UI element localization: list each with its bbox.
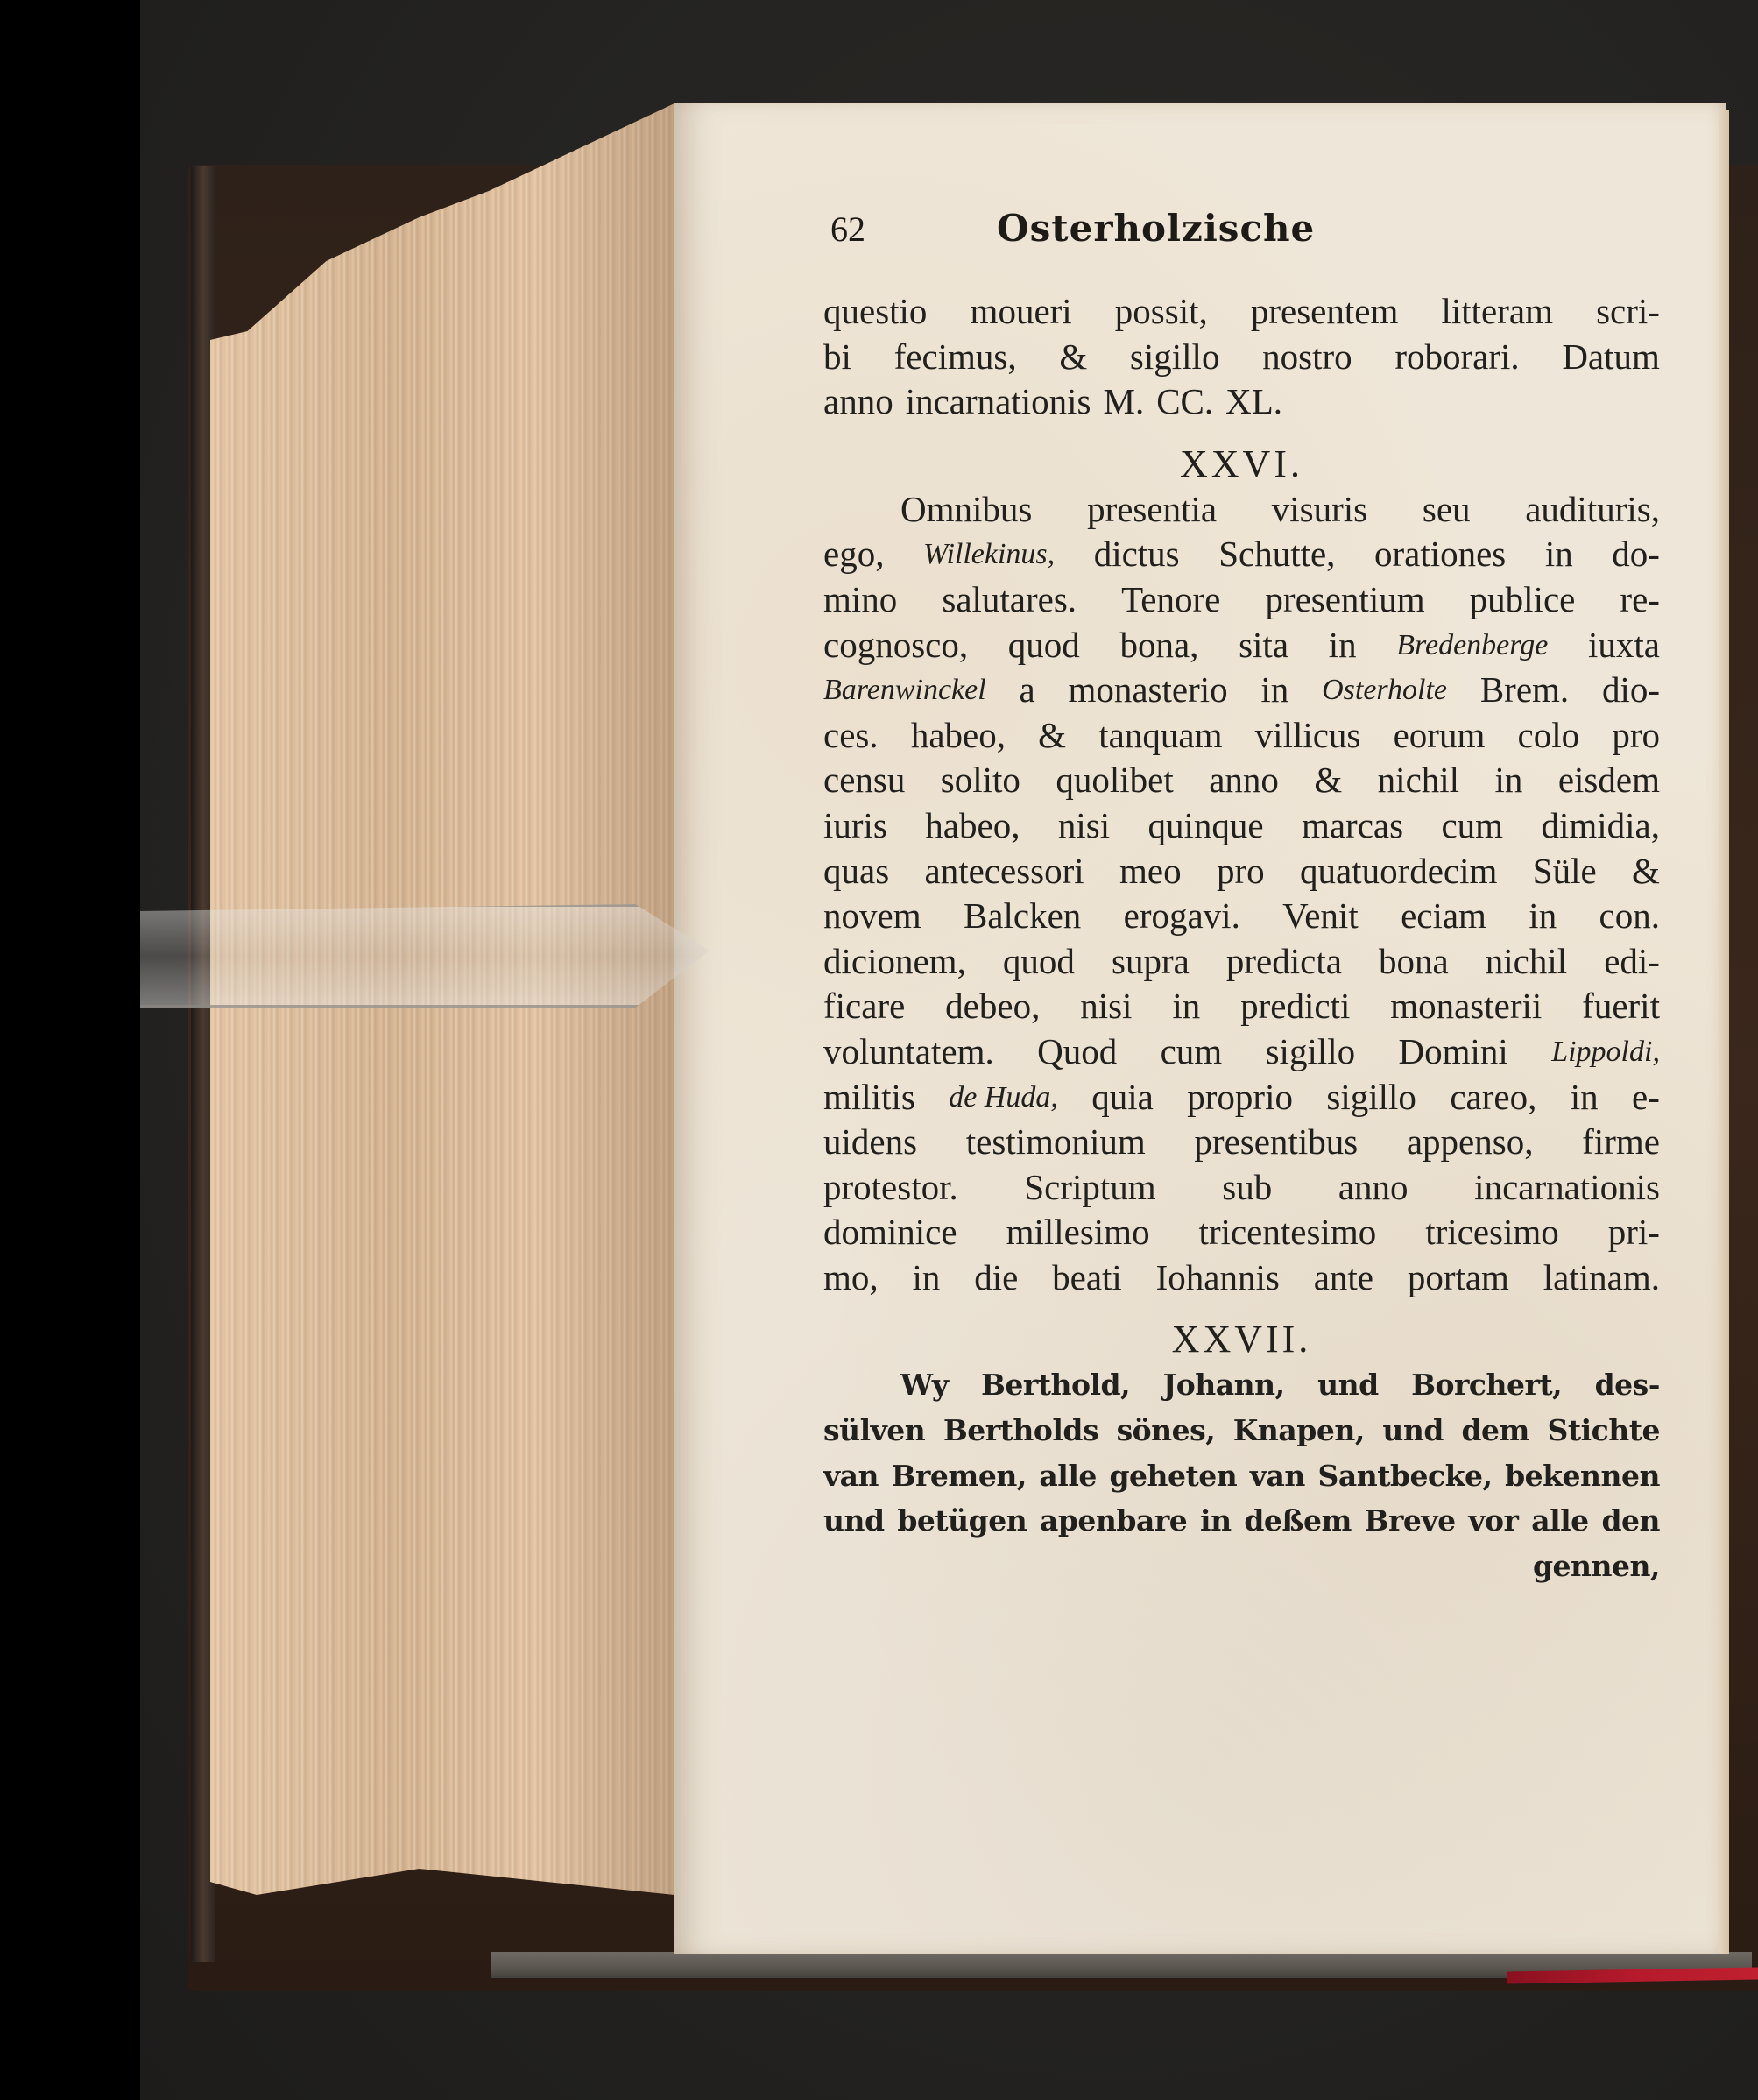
- text-line: [823, 1362, 1660, 1408]
- word: edi-: [1604, 940, 1660, 981]
- word: villicus: [1254, 714, 1361, 755]
- word: tanquam: [1098, 714, 1223, 755]
- word: M.: [1103, 381, 1145, 422]
- word: cognosco,: [823, 624, 969, 665]
- word: XL.: [1225, 381, 1283, 422]
- word: proprio: [1187, 1076, 1293, 1117]
- section-heading-xxvii: XXVII.: [1171, 1318, 1312, 1361]
- word: sülven: [823, 1413, 926, 1448]
- word: ego,: [823, 534, 885, 575]
- text-line: [823, 1165, 1660, 1211]
- word: latinam.: [1543, 1256, 1660, 1297]
- text-line: [823, 289, 1660, 335]
- text-line: [823, 1408, 1660, 1453]
- word: sita: [1239, 624, 1289, 665]
- word: predicti: [1240, 986, 1351, 1027]
- word: in: [1260, 669, 1289, 711]
- word: eorum: [1393, 714, 1486, 755]
- word: moueri: [970, 291, 1072, 331]
- word: quolibet: [1056, 760, 1174, 801]
- word: careo,: [1450, 1076, 1537, 1117]
- word: con.: [1599, 895, 1660, 937]
- word: in: [1544, 534, 1573, 575]
- word: Bredenberge: [1396, 628, 1549, 661]
- word: questio: [823, 291, 928, 331]
- word: Omnibus: [900, 488, 1033, 529]
- text-line: [823, 894, 1660, 939]
- word: Berthold,: [981, 1368, 1131, 1403]
- text-paragraph-xxvii: [823, 1362, 1660, 1543]
- word: Willekinus,: [923, 538, 1056, 571]
- word: salutares.: [942, 578, 1077, 619]
- word: dictus: [1093, 534, 1180, 575]
- text-line: [823, 668, 1660, 713]
- word: marcas: [1301, 804, 1404, 845]
- text-line: [823, 984, 1660, 1029]
- word: Datum: [1562, 336, 1660, 377]
- word: iuris: [823, 804, 887, 845]
- word: solito: [940, 760, 1020, 801]
- word: die: [974, 1256, 1019, 1297]
- word: Schutte,: [1218, 534, 1336, 575]
- word: nisi: [1080, 986, 1133, 1027]
- word: dicionem,: [823, 940, 966, 981]
- word: dimidia,: [1541, 804, 1660, 845]
- word: quod: [1007, 624, 1080, 665]
- word: debeo,: [945, 986, 1041, 1027]
- word: sigillo: [1265, 1030, 1356, 1071]
- word: in: [1494, 760, 1523, 801]
- word: betügen: [897, 1503, 1027, 1538]
- word: cum: [1441, 804, 1504, 845]
- word: habeo,: [925, 804, 1020, 845]
- black-border: [0, 0, 140, 2100]
- catchword-line: [823, 1544, 1660, 1589]
- word: in: [1570, 1076, 1599, 1117]
- word: protestor.: [823, 1166, 958, 1207]
- word: van: [1249, 1458, 1305, 1493]
- word: Süle: [1532, 850, 1597, 891]
- text-line: [823, 335, 1660, 380]
- word: apenbare: [1039, 1503, 1188, 1538]
- word: uidens: [823, 1121, 918, 1163]
- word: nichil: [1485, 940, 1568, 981]
- text-line: [823, 803, 1660, 849]
- page-block-edges: [210, 103, 674, 1969]
- word: Venit: [1282, 895, 1359, 937]
- word: quod: [1002, 940, 1075, 981]
- page-number: 62: [830, 209, 865, 249]
- word: re-: [1620, 578, 1660, 619]
- word: anno: [823, 381, 893, 422]
- word: Santbecke,: [1317, 1458, 1493, 1493]
- text-line: [823, 713, 1660, 759]
- word: und: [1317, 1368, 1379, 1403]
- word: deßem: [1244, 1503, 1352, 1538]
- word: pro: [1612, 714, 1660, 755]
- word: ces.: [823, 714, 879, 755]
- word: quas: [823, 850, 890, 891]
- word: publice: [1469, 578, 1576, 619]
- word: Bertholds: [943, 1413, 1099, 1448]
- word: predicta: [1225, 940, 1342, 981]
- word: &: [1059, 336, 1088, 377]
- word: CC.: [1156, 381, 1214, 422]
- word: pri-: [1607, 1212, 1660, 1253]
- text-line: [823, 1255, 1660, 1301]
- word: militis: [823, 1076, 915, 1117]
- word: dio-: [1601, 669, 1660, 711]
- word: vor: [1468, 1503, 1519, 1538]
- word: fuerit: [1582, 986, 1660, 1027]
- word: Lippoldi,: [1551, 1035, 1660, 1068]
- word: a: [1019, 669, 1035, 711]
- word: van: [823, 1458, 879, 1493]
- running-head: Osterholzische: [997, 207, 1316, 250]
- word: novem: [823, 895, 921, 937]
- catchword: gennen,: [1532, 1548, 1660, 1583]
- word: des-: [1594, 1368, 1660, 1403]
- word: litteram: [1441, 291, 1553, 331]
- word: e-: [1632, 1076, 1660, 1117]
- word: &: [1038, 714, 1067, 755]
- word: incarnationis: [905, 381, 1091, 422]
- word: in: [1529, 895, 1557, 937]
- word: Quod: [1037, 1030, 1118, 1071]
- word: colo: [1517, 714, 1580, 755]
- word: Scriptum: [1024, 1166, 1156, 1207]
- word: presentium: [1265, 578, 1425, 619]
- word: incarnationis: [1474, 1166, 1660, 1207]
- word: mino: [823, 578, 898, 619]
- text-line: [823, 1453, 1660, 1499]
- word: Brem.: [1479, 669, 1570, 711]
- word: und: [823, 1503, 885, 1538]
- text-line: [823, 1075, 1660, 1121]
- word: scri-: [1596, 291, 1660, 331]
- text-line: [823, 623, 1660, 668]
- text-line: [823, 758, 1660, 803]
- word: monasterio: [1068, 669, 1228, 711]
- word: sub: [1222, 1166, 1273, 1207]
- word: audituris,: [1525, 488, 1660, 529]
- word: quatuordecim: [1299, 850, 1498, 891]
- word: sigillo: [1326, 1076, 1416, 1117]
- word: testimonium: [965, 1121, 1146, 1163]
- word: firme: [1582, 1121, 1660, 1163]
- page-header: [830, 209, 1321, 261]
- word: bekennen: [1505, 1458, 1660, 1493]
- word: anno: [1209, 760, 1279, 801]
- page-right-edge: [1719, 110, 1729, 1954]
- text-paragraph-continuation: [823, 289, 1660, 425]
- word: cum: [1160, 1030, 1223, 1071]
- word: eciam: [1401, 895, 1486, 937]
- word: Bremen,: [891, 1458, 1027, 1493]
- word: Breve: [1364, 1503, 1456, 1538]
- word: und: [1382, 1413, 1444, 1448]
- word: nisi: [1057, 804, 1111, 845]
- word: dominice: [823, 1212, 957, 1253]
- word: tricentesimo: [1198, 1212, 1377, 1253]
- word: fecimus,: [893, 336, 1017, 377]
- text-line: [823, 379, 1660, 425]
- word: Stichte: [1547, 1413, 1660, 1448]
- word: sönes,: [1116, 1413, 1216, 1448]
- word: Johann,: [1162, 1368, 1285, 1403]
- word: mo,: [823, 1256, 879, 1297]
- word: dem: [1461, 1413, 1529, 1448]
- word: appenso,: [1406, 1121, 1534, 1163]
- text-line: [823, 1029, 1660, 1075]
- word: den: [1601, 1503, 1660, 1538]
- word: &: [1314, 760, 1343, 801]
- page-text: [823, 289, 1660, 1588]
- word: supra: [1111, 940, 1190, 981]
- word: Iohannis: [1155, 1256, 1280, 1297]
- word: de Huda,: [949, 1080, 1058, 1114]
- word: Borchert,: [1411, 1368, 1563, 1403]
- word: nichil: [1377, 760, 1460, 801]
- word: portam: [1407, 1256, 1509, 1297]
- word: in: [912, 1256, 941, 1297]
- word: visuris: [1271, 488, 1368, 529]
- word: tricesimo: [1425, 1212, 1559, 1253]
- word: erogavi.: [1123, 895, 1240, 937]
- word: alle: [1039, 1458, 1097, 1493]
- word: iuxta: [1588, 624, 1660, 665]
- word: Wy: [900, 1368, 949, 1403]
- word: meo: [1119, 850, 1182, 891]
- word: in: [1200, 1503, 1232, 1538]
- text-line: [823, 849, 1660, 894]
- text-line: [823, 1210, 1660, 1255]
- word: do-: [1612, 534, 1660, 575]
- text-line: [823, 1120, 1660, 1165]
- text-line: [823, 487, 1660, 533]
- word: roborari.: [1394, 336, 1520, 377]
- word: &: [1632, 850, 1660, 891]
- text-line: [823, 532, 1660, 577]
- word: Tenore: [1121, 578, 1221, 619]
- word: quia: [1091, 1076, 1154, 1117]
- section-heading-xxvi: XXVI.: [1180, 442, 1303, 485]
- word: Domini: [1398, 1030, 1508, 1071]
- word: millesimo: [1006, 1212, 1150, 1253]
- word: voluntatem.: [823, 1030, 994, 1071]
- word: eisdem: [1557, 760, 1660, 801]
- word: Barenwinckel: [823, 674, 986, 707]
- text-line: [823, 939, 1660, 985]
- word: monasterii: [1390, 986, 1543, 1027]
- word: in: [1172, 986, 1201, 1027]
- word: Balcken: [963, 895, 1082, 937]
- text-line: [823, 1498, 1660, 1544]
- word: beati: [1052, 1256, 1122, 1297]
- word: Knapen,: [1232, 1413, 1365, 1448]
- word: ficare: [823, 986, 906, 1027]
- word: sigillo: [1129, 336, 1220, 377]
- word: ante: [1313, 1256, 1373, 1297]
- word: anno: [1338, 1166, 1409, 1207]
- word: quinque: [1147, 804, 1264, 845]
- word: bona: [1378, 940, 1449, 981]
- word: geheten: [1109, 1458, 1238, 1493]
- word: pro: [1216, 850, 1265, 891]
- transparent-page-marker: [140, 904, 710, 1008]
- word: bona,: [1119, 624, 1199, 665]
- text-paragraph-xxvi: [823, 487, 1660, 1301]
- word: orationes: [1373, 534, 1507, 575]
- text-line: [823, 577, 1660, 623]
- word: possit,: [1114, 291, 1208, 331]
- word: in: [1328, 624, 1357, 665]
- word: antecessori: [924, 850, 1084, 891]
- word: seu: [1422, 488, 1471, 529]
- word: censu: [823, 760, 906, 801]
- word: nostro: [1262, 336, 1352, 377]
- word: alle: [1531, 1503, 1589, 1538]
- word: presentem: [1250, 291, 1399, 331]
- word: presentibus: [1194, 1121, 1359, 1163]
- word: Osterholte: [1322, 674, 1448, 707]
- word: habeo,: [910, 714, 1006, 755]
- word: bi: [823, 336, 851, 377]
- word: presentia: [1087, 488, 1218, 529]
